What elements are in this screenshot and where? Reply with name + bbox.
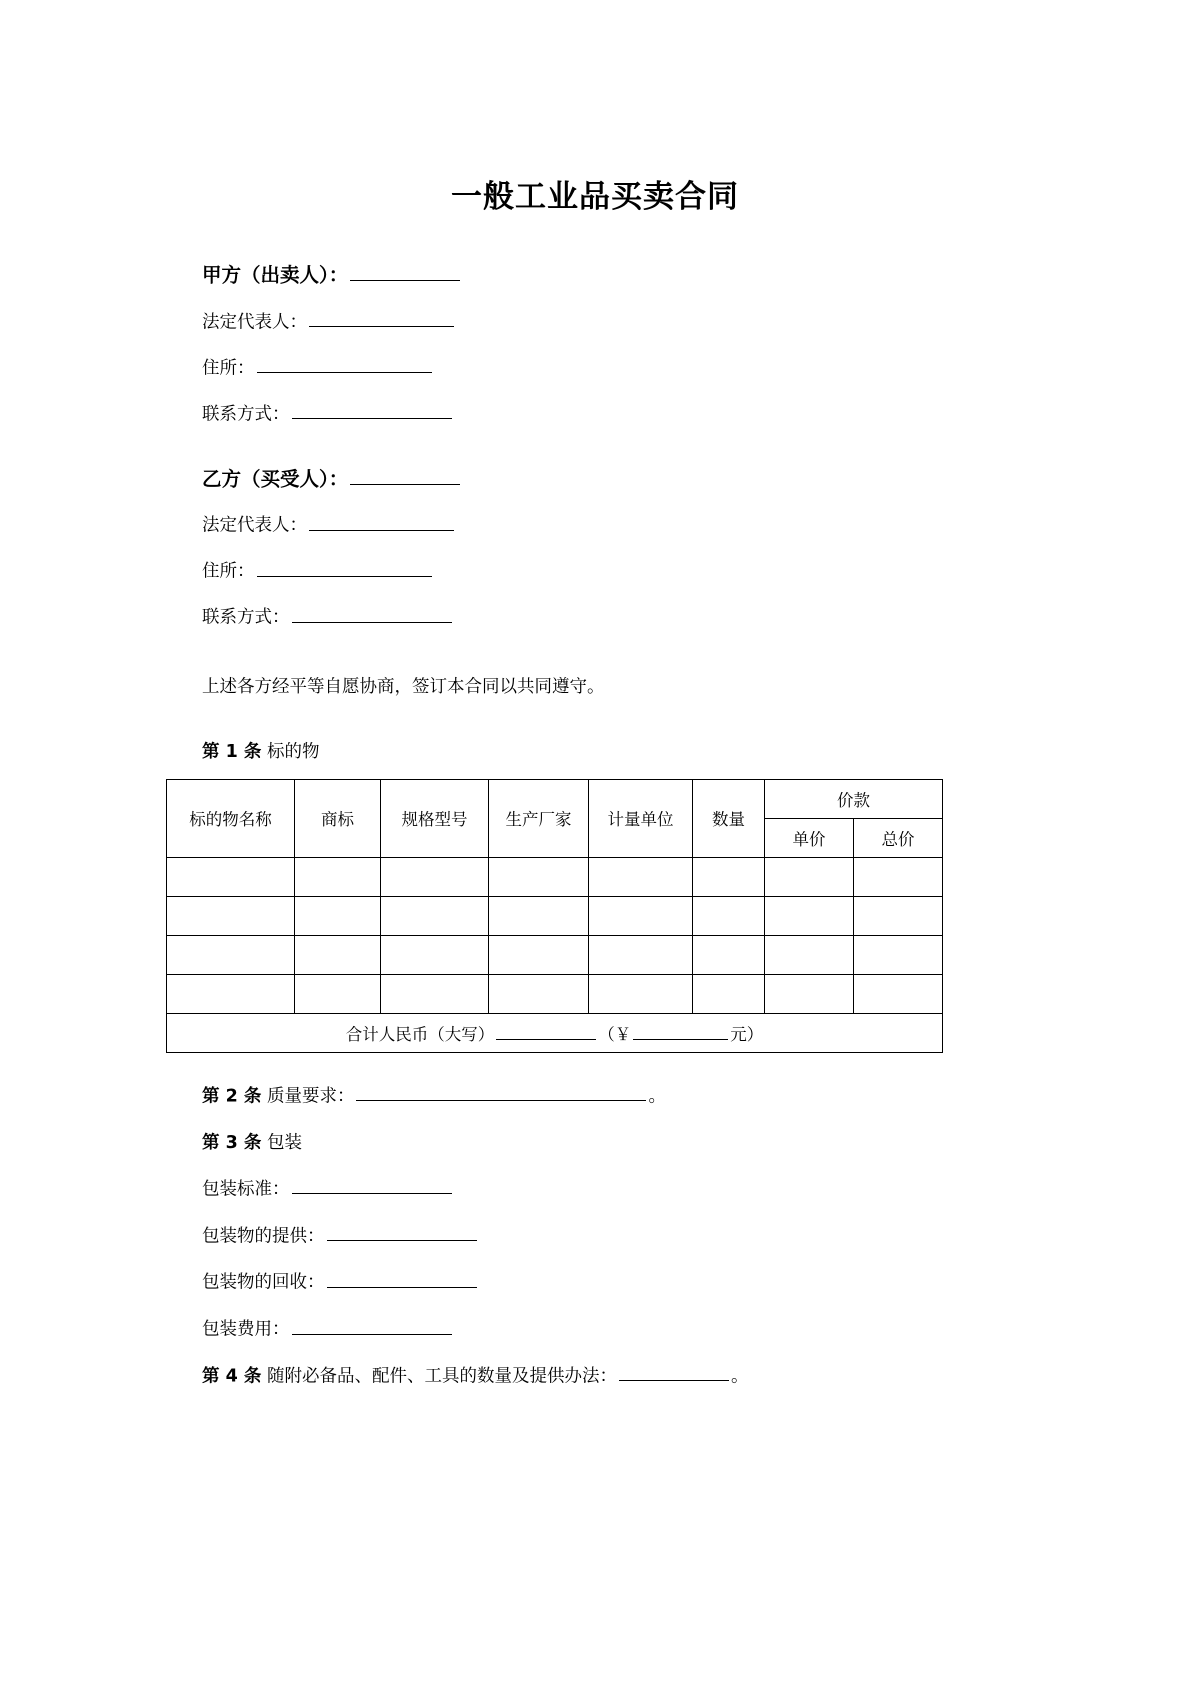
spacer [166,1156,1024,1176]
cell-spec[interactable] [381,935,489,974]
clause-4-heading [166,1363,1024,1390]
buyer-address-blank[interactable] [257,558,432,577]
packaging-standard-line [166,1176,1024,1203]
packaging-cost-label: 包装费用： [202,1319,290,1340]
table-wrapper [166,779,1024,1053]
cell-unit-price[interactable] [765,857,854,896]
cell-manufacturer[interactable] [489,935,589,974]
intro-gap [166,630,1024,674]
buyer-legal-rep-line [166,512,1024,538]
table-row[interactable] [167,935,943,974]
header-quantity: 数量 [693,779,765,857]
total-numeric-blank[interactable] [633,1022,728,1040]
clause-2-title: 质量要求： [266,1086,355,1107]
buyer-address-line [166,558,1024,584]
goods-table-header-row-1 [167,779,943,818]
intro-paragraph: 上述各方经平等自愿协商，签订本合同以共同遵守。 [202,677,605,698]
buyer-legal-rep-blank[interactable] [309,512,454,531]
cell-unit-price[interactable] [765,974,854,1013]
spacer [166,492,1024,512]
cell-unit[interactable] [589,857,693,896]
party-gap [166,427,1024,465]
packaging-recycle-blank[interactable] [327,1269,477,1288]
seller-legal-rep-label: 法定代表人： [202,312,307,333]
packaging-supply-blank[interactable] [327,1223,477,1242]
total-prefix-label: 合计人民币（大写） [345,1024,495,1044]
table-row[interactable] [167,896,943,935]
cell-unit[interactable] [589,896,693,935]
clause-2-number: 第 2 条 [202,1086,262,1107]
packaging-supply-line [166,1223,1024,1250]
spacer [166,1343,1024,1363]
header-spec: 规格型号 [381,779,489,857]
spacer [166,538,1024,558]
packaging-standard-label: 包装标准： [202,1179,290,1200]
packaging-recycle-label: 包装物的回收： [202,1272,325,1293]
seller-contact-line [166,401,1024,427]
clause-4-title: 随附必备品、配件、工具的数量及提供办法： [266,1366,617,1387]
cell-spec[interactable] [381,857,489,896]
cell-quantity[interactable] [693,857,765,896]
table-row[interactable] [167,974,943,1013]
clause-1-title: 标的物 [266,741,320,762]
spacer [166,335,1024,355]
cell-name[interactable] [167,896,295,935]
clause-2-suffix: 。 [648,1086,666,1107]
cell-trademark[interactable] [295,857,381,896]
seller-contact-blank[interactable] [292,401,452,420]
cell-quantity[interactable] [693,935,765,974]
cell-quantity[interactable] [693,974,765,1013]
seller-contact-label: 联系方式： [202,404,290,425]
cell-total-price[interactable] [854,974,943,1013]
clause-3-title: 包装 [266,1132,302,1153]
header-name: 标的物名称 [167,779,295,857]
total-uppercase-blank[interactable] [496,1022,596,1040]
cell-spec[interactable] [381,974,489,1013]
spacer [166,289,1024,309]
title-spacer [0,217,1190,261]
clause-2-heading [166,1083,1024,1110]
goods-table-head [167,779,943,857]
accessories-blank[interactable] [619,1363,729,1382]
seller-name-blank[interactable] [350,261,460,282]
header-trademark: 商标 [295,779,381,857]
spacer [166,1203,1024,1223]
buyer-contact-blank[interactable] [292,604,452,623]
cell-total-price[interactable] [854,857,943,896]
goods-table-body [167,857,943,1052]
seller-legal-rep-line [166,309,1024,335]
clause-1-number: 第 1 条 [202,741,262,762]
packaging-cost-blank[interactable] [292,1316,452,1335]
buyer-heading [166,465,1024,493]
packaging-recycle-line [166,1269,1024,1296]
clause-3-heading [166,1130,1024,1156]
seller-address-label: 住所： [202,358,255,379]
total-amount-cell [167,1013,943,1052]
clause-4-number: 第 4 条 [202,1366,262,1387]
clause1-gap [166,701,1024,739]
cell-unit[interactable] [589,935,693,974]
buyer-contact-line [166,604,1024,630]
packaging-supply-label: 包装物的提供： [202,1226,325,1247]
buyer-legal-rep-label: 法定代表人： [202,515,307,536]
clause-1-heading [166,739,1024,765]
page-title: 一般工业品买卖合同 [451,179,739,215]
buyer-name-blank[interactable] [350,465,460,486]
cell-manufacturer[interactable] [489,974,589,1013]
buyer-contact-label: 联系方式： [202,607,290,628]
clause-3-number: 第 3 条 [202,1132,262,1153]
total-suffix-label: 元） [730,1024,764,1044]
cell-trademark[interactable] [295,974,381,1013]
buyer-address-label: 住所： [202,561,255,582]
clause-4-suffix: 。 [730,1366,749,1387]
cell-total-price[interactable] [854,935,943,974]
document-body [166,261,1024,1390]
cell-spec[interactable] [381,896,489,935]
buyer-heading-label: 乙方（买受人）： [202,467,349,491]
total-middle-label: （￥ [598,1024,632,1044]
cell-total-price[interactable] [854,896,943,935]
cell-unit-price[interactable] [765,896,854,935]
spacer [166,1110,1024,1130]
header-unit-price: 单价 [765,818,854,857]
seller-heading [166,261,1024,289]
goods-table [166,779,943,1053]
cell-trademark[interactable] [295,935,381,974]
header-total-price: 总价 [854,818,943,857]
spacer [166,1296,1024,1316]
packaging-cost-line [166,1316,1024,1343]
cell-unit[interactable] [589,974,693,1013]
seller-heading-label: 甲方（出卖人）： [202,263,349,287]
cell-trademark[interactable] [295,896,381,935]
packaging-standard-blank[interactable] [292,1176,452,1195]
cell-manufacturer[interactable] [489,857,589,896]
seller-address-line [166,355,1024,381]
seller-legal-rep-blank[interactable] [309,309,454,328]
cell-name[interactable] [167,857,295,896]
header-unit: 计量单位 [589,779,693,857]
header-manufacturer: 生产厂家 [489,779,589,857]
seller-address-blank[interactable] [257,355,432,374]
quality-requirement-blank[interactable] [356,1083,646,1102]
header-price-group: 价款 [765,779,943,818]
spacer [166,381,1024,401]
cell-name[interactable] [167,974,295,1013]
after-table-gap [166,1053,1024,1083]
goods-table-total-row [167,1013,943,1052]
spacer [166,1249,1024,1269]
cell-manufacturer[interactable] [489,896,589,935]
cell-unit-price[interactable] [765,935,854,974]
spacer [166,584,1024,604]
cell-name[interactable] [167,935,295,974]
table-row[interactable] [167,857,943,896]
cell-quantity[interactable] [693,896,765,935]
